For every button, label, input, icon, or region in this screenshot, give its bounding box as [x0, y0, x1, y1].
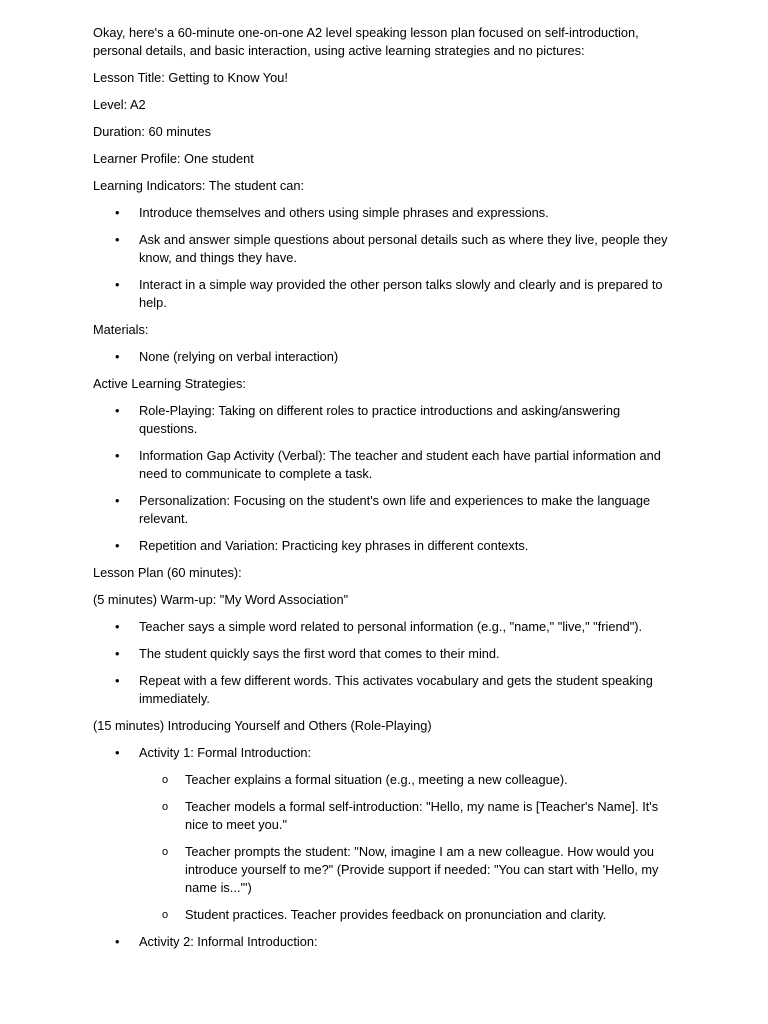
learning-indicators-list: [93, 204, 676, 312]
list-item: • Personalization: Focusing on the student's own life and experiences to make the language relevant.: [93, 492, 676, 528]
lesson-plan-heading: Lesson Plan (60 minutes):: [93, 565, 242, 580]
activity-2-label: Activity 2: Informal Introduction:: [139, 934, 318, 949]
duration-line: Duration: 60 minutes: [93, 124, 212, 139]
list-item: • Interact in a simple way provided the other person talks slowly and clearly and is prepared to help.: [93, 276, 676, 312]
strategies-heading: Active Learning Strategies:: [93, 376, 246, 391]
materials-heading: Materials:: [93, 322, 149, 337]
list-item: • The student quickly says the first word that comes to their mind.: [93, 645, 676, 663]
learner-profile-line: Learner Profile: One student: [93, 151, 254, 166]
list-item: • Information Gap Activity (Verbal): The teacher and student each have partial information and need to communicate to complete a task.: [93, 447, 676, 483]
warmup-heading: (5 minutes) Warm-up: "My Word Association": [93, 592, 349, 607]
intro-paragraph: Okay, here's a 60-minute one-on-one A2 level speaking lesson plan focused on self-introduction, personal details, and basic interaction, using active learning strategies and no pictures:: [93, 25, 639, 58]
list-item: • None (relying on verbal interaction): [93, 348, 676, 366]
introducing-list: [93, 744, 676, 951]
activity-2-item: [93, 933, 676, 951]
materials-list: [93, 348, 676, 366]
sub-list-item: o Teacher explains a formal situation (e.g., meeting a new colleague).: [139, 771, 676, 789]
list-item: • Repeat with a few different words. This activates vocabulary and gets the student speaking immediately.: [93, 672, 676, 708]
list-item: • Teacher says a simple word related to personal information (e.g., "name," "live," "friend").: [93, 618, 676, 636]
level-line: Level: A2: [93, 97, 146, 112]
sub-list-item: o Student practices. Teacher provides feedback on pronunciation and clarity.: [139, 906, 676, 924]
sub-list-item: o Teacher models a formal self-introduction: "Hello, my name is [Teacher's Name]. It's nice to meet you.": [139, 798, 676, 834]
activity-1-item: [93, 744, 676, 924]
list-item: • Role-Playing: Taking on different roles to practice introductions and asking/answering questions.: [93, 402, 676, 438]
list-item: • Repetition and Variation: Practicing key phrases in different contexts.: [93, 537, 676, 555]
learning-indicators-heading: Learning Indicators: The student can:: [93, 178, 305, 193]
strategies-list: [93, 402, 676, 555]
introducing-heading: (15 minutes) Introducing Yourself and Others (Role-Playing): [93, 718, 432, 733]
list-item: • Introduce themselves and others using simple phrases and expressions.: [93, 204, 676, 222]
activity-1-label: Activity 1: Formal Introduction:: [139, 745, 312, 760]
list-item: • Ask and answer simple questions about personal details such as where they live, people they know, and things they have.: [93, 231, 676, 267]
warmup-list: [93, 618, 676, 708]
sub-list-item: o Teacher prompts the student: "Now, imagine I am a new colleague. How would you introduce yourself to me?" (Provide support if needed: "You can start with 'Hello, my name is...'"): [139, 843, 676, 897]
lesson-title: Lesson Title: Getting to Know You!: [93, 70, 288, 85]
activity-1-sublist: [139, 771, 676, 924]
